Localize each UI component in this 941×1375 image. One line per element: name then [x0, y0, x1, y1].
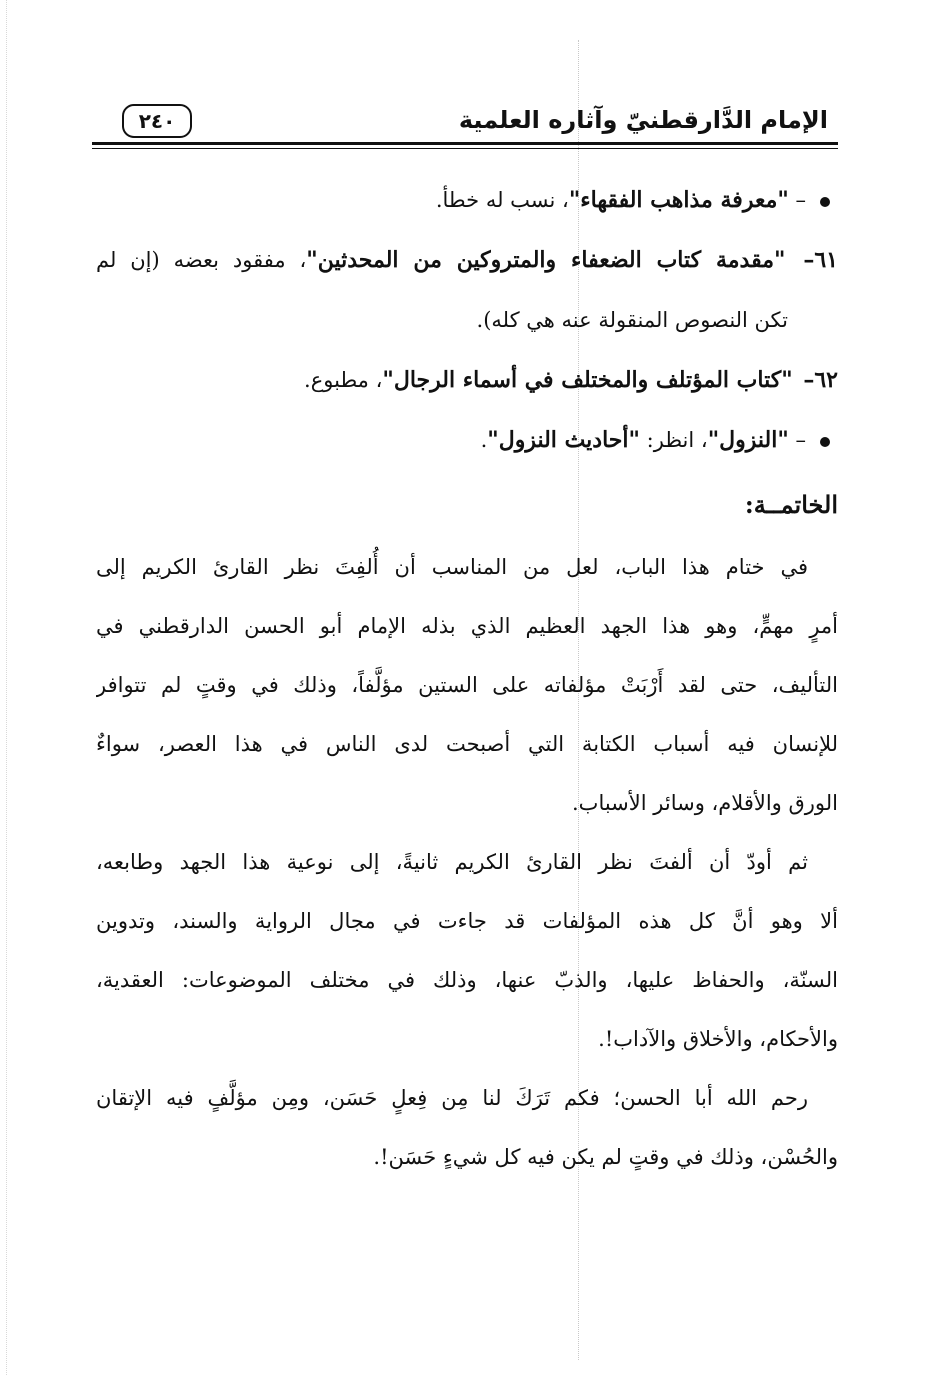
paragraph-line: السنّة، والحفاظ عليها، والذبّ عنها، وذلك في مختلف الموضوعات: العقدية، — [96, 968, 838, 992]
paragraph-line: في ختام هذا الباب، لعل من المناسب أن أُلفِتَ نظر القارئ الكريم إلى — [96, 555, 808, 579]
entry-title: "كتاب المؤتلف والمختلف في أسماء الرجال" — [382, 367, 793, 393]
list-item-continuation — [96, 290, 838, 350]
entry-note: ، انظر: — [639, 428, 708, 452]
list-item: – "معرفة مذاهب الفقهاء"، نسب له خطأ. — [96, 170, 838, 230]
paragraph-line: أمرٍ مهمٍّ، وهو هذا الجهد العظيم الذي بذله الإمام أبو الحسن الدارقطني في — [96, 614, 838, 638]
page-header — [92, 100, 838, 146]
section-heading: الخاتمــة: — [744, 490, 838, 519]
entry-note: ، مطبوع. — [304, 368, 383, 392]
entry-note: ، مفقود بعضه (إن لم — [96, 248, 307, 272]
list-item — [96, 350, 838, 410]
entry-number: ٦١– — [803, 247, 838, 273]
entry-dash: – — [795, 428, 806, 452]
paragraph-line: والحُسْن، وذلك في وقتٍ لم يكن فيه كل شيءٍ حَسَن!. — [373, 1145, 838, 1169]
paragraph-line: والأحكام، والأخلاق والآداب!. — [598, 1027, 838, 1051]
entry-reference: "أحاديث النزول" — [487, 427, 640, 453]
list-item — [96, 230, 838, 290]
header-rule-thin — [92, 148, 838, 149]
paragraph-line: للإنسان فيه أسباب الكتابة التي أصبحت لدى الناس في هذا العصر، سواءٌ — [96, 732, 838, 756]
page-body — [96, 170, 838, 1187]
entry-title: "النزول" — [707, 427, 789, 453]
entry-end: . — [480, 428, 488, 452]
scan-edge-marks — [6, 0, 7, 1375]
entry-continuation: تكن النصوص المنقولة عنه هي كله). — [476, 308, 788, 332]
bullet-icon — [820, 197, 830, 207]
paragraph-line: التأليف، حتى لقد أَرْبَتْ مؤلفاته على الستين مؤلَّفاً، وذلك في وقتٍ لم تتوافر — [96, 673, 838, 697]
entry-note: ، نسب له خطأ. — [435, 188, 569, 212]
paragraph-line: ثم أودّ أن ألفتَ نظر القارئ الكريم ثانيةً، إلى نوعية هذا الجهد وطابعه، — [96, 850, 808, 874]
page-number-badge — [122, 104, 192, 138]
entry-title: "معرفة مذاهب الفقهاء" — [568, 187, 789, 213]
paragraph-line: رحم الله أبا الحسن؛ فكم تَرَكَ لنا مِن فِعلٍ حَسَن، ومِن مؤلَّفٍ فيه الإتقان — [96, 1086, 808, 1110]
header-rule — [92, 142, 838, 145]
page-number: ٢٤٠ — [138, 109, 176, 133]
bullet-icon — [820, 437, 830, 447]
paragraph-line: ألا وهو أنَّ كل هذه المؤلفات قد جاءت في مجال الرواية والسند، وتدوين — [96, 909, 838, 933]
paragraph-line: الورق والأقلام، وسائر الأسباب. — [572, 791, 838, 815]
list-item — [96, 410, 838, 470]
running-title: الإمام الدَّارقطنيّ وآثاره العلمية — [458, 106, 828, 134]
entry-number: ٦٢– — [803, 367, 838, 393]
entry-title: "مقدمة كتاب الضعفاء والمتروكين من المحدثين" — [306, 247, 786, 273]
